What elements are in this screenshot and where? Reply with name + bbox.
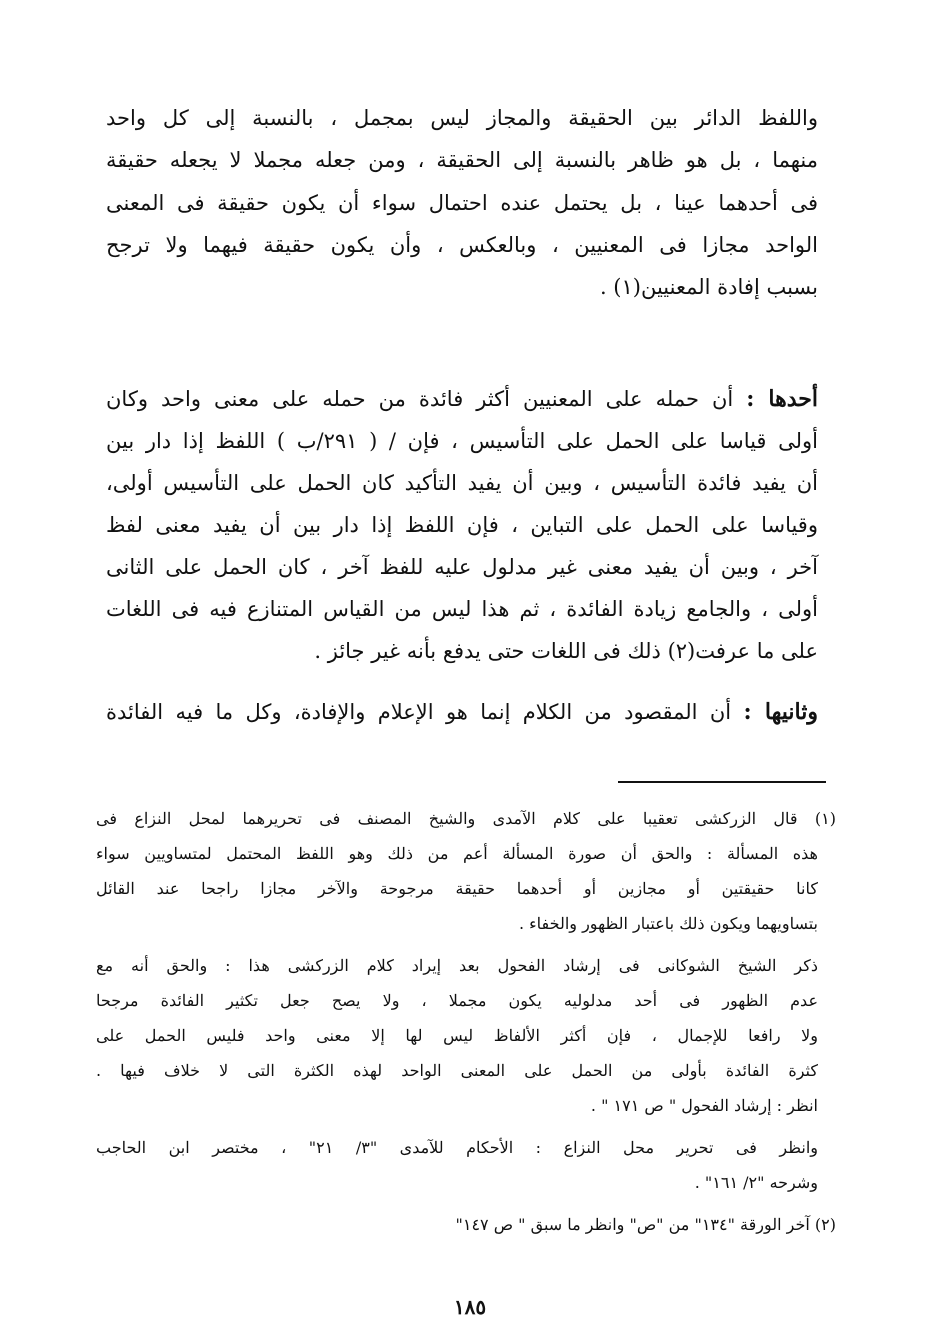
footnote-line: (٢) آخر الورقة "١٣٤" من "ص" وانظر ما سبق " ص ١٤٧": [455, 1215, 836, 1234]
body-line: بسبب إفادة المعنيين(١) .: [599, 275, 818, 299]
footnote-line: وانظر فى تحرير محل النزاع : الأحكام للآمدى "٣/ ٢١" ، مختصر ابن الحاجب: [96, 1138, 818, 1157]
footnote-line: بتساويهما ويكون ذلك باعتبار الظهور والخفاء .: [518, 914, 818, 933]
body-line: فى أحدهما عينا ، بل يحتمل عنده احتمال سواء أن يكون حقيقة فى المعنى: [106, 191, 818, 215]
body-line: على ما عرفت(٢) ذلك فى اللغات حتى يدفع بأنه غير جائز .: [314, 639, 818, 663]
footnote-line: كثرة الفائدة بأولى من الحمل على المعنى الواحد لهذه الكثرة التى لا خلاف فيها .: [96, 1061, 818, 1080]
body-line: آخر ، وبين أن يفيد معنى غير مدلول عليه للفظ آخر ، كان الحمل على الثانى: [106, 555, 818, 579]
footnote-line: ذكر الشيخ الشوكانى فى إرشاد الفحول بعد إيراد كلام الزركشى هذا : والحق أنه مع: [96, 956, 818, 975]
page-number: ١٨٥: [453, 1295, 487, 1319]
footnote-separator: [618, 781, 826, 783]
footnote-line: (١) قال الزركشى تعقيبا على كلام الآمدى والشيخ المصنف فى تحريرهما لمحل النزاع فى: [96, 809, 836, 828]
body-line: [106, 698, 818, 726]
body-line: [106, 385, 818, 413]
footnote-line: عدم الظهور فى أحد مدلوليه يكون مجملا ، ولا يصح جعل تكثير الفائدة مرجحا: [96, 991, 819, 1010]
body-line: واللفظ الدائر بين الحقيقة والمجاز ليس بمجمل ، بالنسبة إلى كل واحد: [106, 106, 818, 130]
body-line: الواحد مجازا فى المعنيين ، وبالعكس ، وأن يكون حقيقة فيهما ولا ترجح: [106, 233, 818, 257]
footnote-line: وشرحه "٢/ ١٦١" .: [694, 1173, 818, 1192]
footnote-line: انظر : إرشاد الفحول " ص ١٧١ " .: [590, 1096, 818, 1115]
body-line: أولى قياسا على الحمل على التأسيس ، فإن / ( ٢٩١/ب ) اللفظ إذا دار بين: [106, 429, 818, 453]
body-line: منهما ، بل هو ظاهر بالنسبة إلى الحقيقة ، ومن جعله مجملا لا يجعله حقيقة: [106, 148, 818, 172]
point-lead: وثانيها :: [743, 699, 818, 725]
point-lead: أحدها :: [746, 386, 818, 412]
point-text: أن المقصود من الكلام إنما هو الإعلام والإفادة، وكل ما فيه الفائدة: [106, 700, 732, 724]
body-line: أولى ، والجامع زيادة الفائدة ، ثم هذا ليس من القياس المتنازع فيه فى اللغات: [106, 597, 818, 621]
body-line: وقياسا على الحمل على التباين ، فإن اللفظ إذا دار بين أن يفيد معنى لفظ: [106, 513, 818, 537]
footnote-line: كانا حقيقتين أو مجازين أو أحدهما حقيقة مرجوحة والآخر مجازا راجحا عند القائل: [96, 879, 818, 898]
footnote-line: ولا رافعا للإجمال ، فإن أكثر الألفاظ ليس لها إلا معنى واحد فليس الحمل على: [96, 1026, 818, 1045]
footnote-line: هذه المسألة : والحق أن صورة المسألة أعم من ذلك وهو اللفظ المحتمل لمتساويين سواء: [96, 844, 818, 863]
point-text: أن حمله على المعنيين أكثر فائدة من حمله على معنى واحد وكان: [106, 387, 734, 411]
body-line: أن يفيد فائدة التأسيس ، وبين أن يفيد التأكيد كان الحمل على التأسيس أولى،: [106, 471, 818, 495]
